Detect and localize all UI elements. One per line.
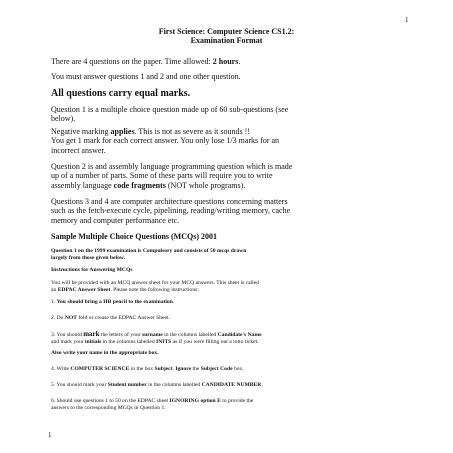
edpac-line: You will be provided with an MCQ answer sheet for your MCQ answers. This sheet is called	[51, 280, 259, 286]
i1-bold: You should bring a HB pencil to the examination	[56, 299, 173, 305]
paragraph-question1	[51, 105, 403, 124]
neg-line: incorrect answer.	[51, 145, 106, 155]
i5-text: in the columns labelled	[146, 382, 202, 388]
neg-text: . This is not as severe as it sounds !!	[134, 127, 250, 136]
i3-text: in the columns labelled	[101, 339, 157, 345]
i6-bold: IGNORING option E	[169, 398, 221, 404]
i3-text: the letters of your	[99, 332, 142, 338]
instruction-6	[51, 398, 403, 412]
paragraph-questions-3-4	[51, 197, 403, 225]
edpac-text: an	[51, 287, 58, 293]
time-text: There are 4 questions on the paper. Time allowed:	[51, 57, 213, 66]
comp-line: Question 1 on the 1999 examination is Compulsory and consists of 50 mcqs drawn	[51, 248, 247, 254]
i3-bold: surname	[141, 332, 163, 338]
edpac-bold: EDPAC Answer Sheet	[57, 287, 111, 293]
i4-bold: Subject Code	[200, 366, 233, 372]
i3-text: and mark your	[51, 339, 86, 345]
i6-line: answers to the corresponding MCQs in Question 1.	[51, 405, 166, 411]
i2-text: fold or crease the EDPAC Answer Sheet.	[76, 315, 170, 321]
page-number-top: 1	[405, 16, 409, 24]
paragraph-question2	[51, 162, 403, 190]
also-write-name: Also write your name in the appropriate box.	[51, 350, 159, 356]
heading-equal-marks: All questions carry equal marks.	[51, 88, 191, 99]
q2-line: up of a number of parts. Some of these parts will require you to write	[51, 171, 273, 181]
i5-bold: CANDIDATE NUMBER	[201, 382, 262, 388]
i4-text: the	[191, 366, 201, 372]
i3-text: in the columns labelled	[162, 332, 218, 338]
instruction-2	[51, 315, 403, 322]
neg-text: Negative marking	[51, 127, 111, 136]
i6-text: 6. Should use questions 1 to 50 on the EDPAC sheet	[51, 398, 170, 404]
i3-bold: Candidate's Name	[217, 332, 262, 338]
i4-bold: Ignore	[175, 366, 192, 372]
i4-text: box.	[232, 366, 244, 372]
q34-line: such as the fetch-execute cycle, pipelining, reading/writing memory, cache	[51, 206, 291, 216]
document-title: First Science: Computer Science CS1.2:	[158, 27, 295, 36]
i4-text: 4. Write	[51, 366, 71, 372]
i3-text: as if you were filling out a lotto ticket.	[171, 339, 259, 345]
instruction-3	[51, 331, 403, 346]
i4-text: in the box	[129, 366, 155, 372]
i5-text: 5. You should mark your	[51, 382, 108, 388]
q34-line: memory and computer performance etc.	[51, 215, 180, 225]
edpac-line	[51, 287, 403, 294]
i3-bold: initials	[85, 339, 102, 345]
page-number-bottom: 1	[48, 431, 52, 439]
i3-line	[51, 331, 403, 339]
i4-text: .	[172, 366, 176, 372]
i3-line	[51, 339, 403, 346]
i3-text: 3. You should	[51, 332, 84, 338]
heading-instructions: Instructions for Answering MCQs	[51, 267, 133, 273]
time-end: .	[238, 57, 241, 66]
i1-text: .	[172, 299, 175, 305]
i3-bold: INITS	[156, 339, 172, 345]
neg-line	[51, 127, 403, 136]
i2-text: 2. Do	[51, 315, 65, 321]
q2-text: (NOT whole programs).	[165, 180, 246, 190]
i6-line	[51, 398, 403, 405]
instruction-5	[51, 382, 403, 389]
q2-text: assembly language	[51, 180, 114, 190]
neg-line: You get 1 mark for each correct answer. You only lose 1/3 marks for an	[51, 136, 280, 146]
neg-bold: applies	[110, 127, 135, 136]
q2-line: Question 2 is and assembly language programming question which is made	[51, 162, 293, 171]
i4-bold: Subject	[154, 366, 173, 372]
paragraph-negative-marking	[51, 127, 403, 155]
i5-bold: Student number	[107, 382, 147, 388]
q34-line: Questions 3 and 4 are computer architecture questions concerning matters	[51, 197, 288, 206]
i4-bold: COMPUTER SCIENCE	[70, 366, 130, 372]
q2-bold: code fragments	[113, 180, 166, 190]
edpac-text: . Please note the following instructions:	[110, 287, 199, 293]
instruction-4	[51, 366, 403, 373]
paragraph-compulsory	[51, 248, 403, 262]
i3-bold: mark	[83, 330, 100, 338]
i6-text: to provide the	[220, 398, 254, 404]
i5-text: .	[261, 382, 263, 388]
time-bold: 2 hours	[212, 57, 239, 66]
document-subtitle: Examination Format	[190, 36, 263, 45]
comp-line: largely from those given below.	[51, 255, 126, 261]
i1-text: 1.	[51, 299, 57, 305]
heading-sample-mcqs: Sample Multiple Choice Questions (MCQs) 2001	[51, 232, 217, 241]
paragraph-time-allowed	[51, 57, 403, 66]
paragraph-answer-requirement: You must answer questions 1 and 2 and one other question.	[51, 72, 241, 81]
q1-line: Question 1 is a multiple choice question made up of 60 sub-questions (see	[51, 105, 289, 114]
instruction-1	[51, 299, 403, 306]
paragraph-edpac	[51, 280, 403, 294]
q2-line	[51, 181, 403, 190]
i2-bold: NOT	[64, 315, 77, 321]
q1-line: below).	[51, 114, 76, 124]
